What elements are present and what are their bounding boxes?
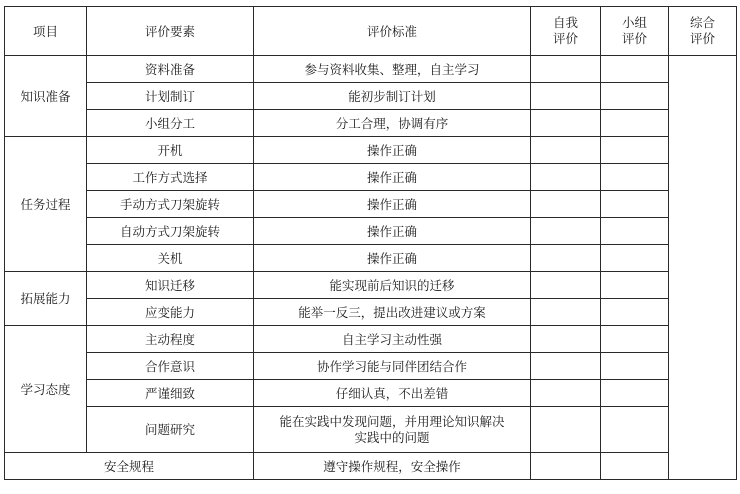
self-score-cell	[531, 453, 601, 480]
element-cell: 开机	[87, 137, 254, 164]
self-score-cell	[531, 299, 601, 326]
self-score-cell	[531, 56, 601, 83]
standard-cell: 操作正确	[254, 191, 531, 218]
element-cell: 计划制订	[87, 83, 254, 110]
header-self-evaluation	[531, 7, 601, 56]
element-cell: 手动方式刀架旋转	[87, 191, 254, 218]
standard-cell: 操作正确	[254, 164, 531, 191]
element-cell: 合作意识	[87, 353, 254, 380]
project-cell: 拓展能力	[5, 272, 87, 326]
table-row	[5, 272, 737, 299]
table-row	[5, 299, 737, 326]
standard-cell: 操作正确	[254, 218, 531, 245]
table-row	[5, 164, 737, 191]
table-row	[5, 380, 737, 407]
group-score-cell	[601, 245, 669, 272]
header-self-line2: 评价	[552, 31, 578, 46]
self-score-cell	[531, 245, 601, 272]
group-score-cell	[601, 137, 669, 164]
standard-cell: 分工合理，协调有序	[254, 110, 531, 137]
element-cell: 应变能力	[87, 299, 254, 326]
evaluation-table	[4, 6, 737, 480]
header-project: 项目	[5, 7, 87, 56]
group-score-cell	[601, 83, 669, 110]
safety-row	[5, 453, 737, 480]
table-row	[5, 137, 737, 164]
element-cell: 知识迁移	[87, 272, 254, 299]
table-row	[5, 407, 737, 453]
element-cell: 严谨细致	[87, 380, 254, 407]
project-cell: 任务过程	[5, 137, 87, 272]
self-score-cell	[531, 110, 601, 137]
standard-cell: 协作学习能与同伴团结合作	[254, 353, 531, 380]
group-score-cell	[601, 380, 669, 407]
group-score-cell	[601, 191, 669, 218]
standard-cell: 仔细认真，不出差错	[254, 380, 531, 407]
element-cell: 关机	[87, 245, 254, 272]
project-cell: 学习态度	[5, 326, 87, 453]
element-cell: 问题研究	[87, 407, 254, 453]
header-self-line1: 自我	[552, 15, 578, 30]
element-cell: 工作方式选择	[87, 164, 254, 191]
project-cell: 知识准备	[5, 56, 87, 137]
group-score-cell	[601, 453, 669, 480]
table-row	[5, 56, 737, 83]
standard-cell: 能实现前后知识的迁移	[254, 272, 531, 299]
self-score-cell	[531, 83, 601, 110]
table-row	[5, 218, 737, 245]
standard-cell: 操作正确	[254, 137, 531, 164]
header-row	[5, 7, 737, 56]
standard-line2: 实践中的问题	[354, 429, 430, 445]
element-cell: 自动方式刀架旋转	[87, 218, 254, 245]
self-score-cell	[531, 407, 601, 453]
header-standard: 评价标准	[254, 7, 531, 56]
standard-line1: 能在实践中发现问题，并用理论知识解决	[279, 413, 505, 429]
header-group-line1: 小组	[621, 15, 647, 30]
group-score-cell	[601, 353, 669, 380]
self-score-cell	[531, 137, 601, 164]
self-score-cell	[531, 191, 601, 218]
group-score-cell	[601, 326, 669, 353]
self-score-cell	[531, 164, 601, 191]
table-row	[5, 245, 737, 272]
standard-cell: 自主学习主动性强	[254, 326, 531, 353]
safety-standard: 遵守操作规程，安全操作	[254, 453, 531, 480]
header-group-evaluation	[601, 7, 669, 56]
self-score-cell	[531, 218, 601, 245]
group-score-cell	[601, 164, 669, 191]
group-score-cell	[601, 299, 669, 326]
standard-cell: 参与资料收集、整理，自主学习	[254, 56, 531, 83]
element-cell: 资料准备	[87, 56, 254, 83]
safety-label: 安全规程	[5, 453, 254, 480]
table-row	[5, 353, 737, 380]
header-elements: 评价要素	[87, 7, 254, 56]
standard-cell: 能初步制订计划	[254, 83, 531, 110]
standard-cell: 能举一反三，提出改进建议或方案	[254, 299, 531, 326]
header-overall-line1: 综合	[689, 15, 715, 30]
self-score-cell	[531, 380, 601, 407]
group-score-cell	[601, 110, 669, 137]
table-row	[5, 326, 737, 353]
header-overall-line2: 评价	[689, 31, 715, 46]
header-overall-evaluation	[669, 7, 737, 56]
table-row	[5, 191, 737, 218]
self-score-cell	[531, 272, 601, 299]
group-score-cell	[601, 407, 669, 453]
group-score-cell	[601, 56, 669, 83]
self-score-cell	[531, 326, 601, 353]
header-group-line2: 评价	[621, 31, 647, 46]
table-row	[5, 83, 737, 110]
self-score-cell	[531, 353, 601, 380]
group-score-cell	[601, 218, 669, 245]
element-cell: 小组分工	[87, 110, 254, 137]
overall-score-cell	[669, 56, 737, 480]
table-row	[5, 110, 737, 137]
element-cell: 主动程度	[87, 326, 254, 353]
group-score-cell	[601, 272, 669, 299]
standard-cell	[254, 407, 531, 453]
standard-cell: 操作正确	[254, 245, 531, 272]
